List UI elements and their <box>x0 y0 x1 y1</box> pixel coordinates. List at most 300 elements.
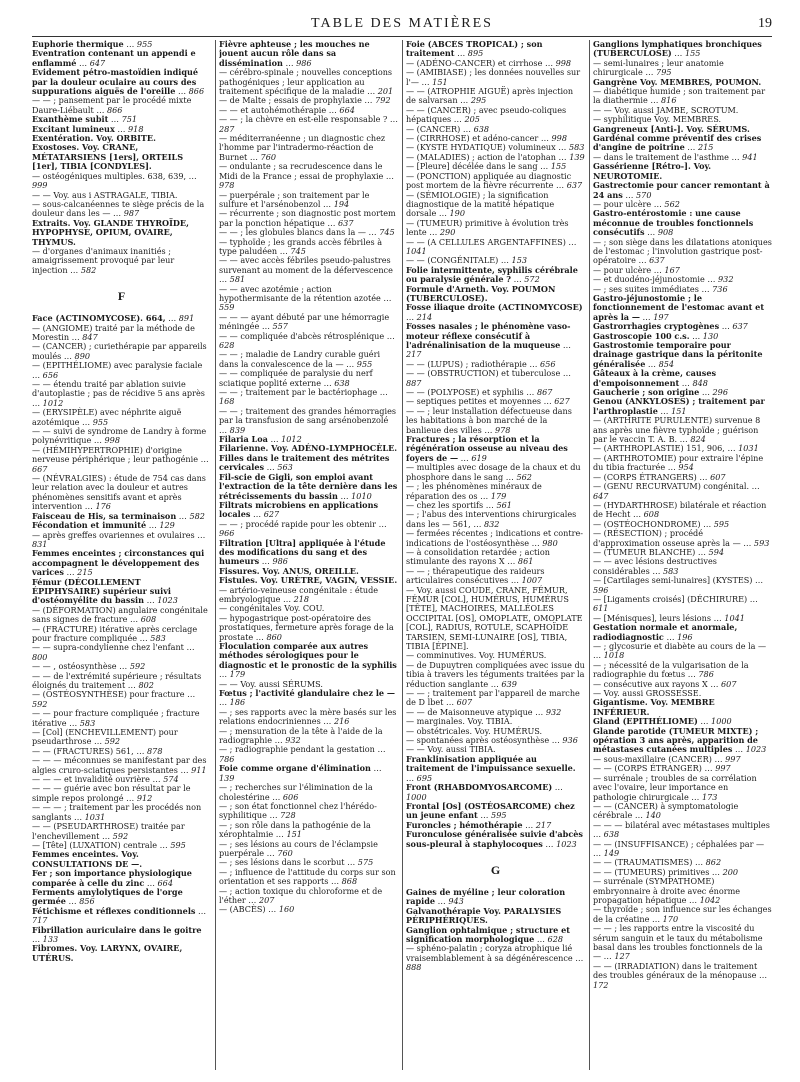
page-ref: 594 <box>708 546 724 557</box>
page-ref: 628 <box>547 933 563 944</box>
index-entry: — (ABCÈS) … 160 <box>219 904 295 915</box>
index-entry: — — (CONGÉNITALE) … 153 <box>406 255 527 266</box>
entry-text: — chez les sportifs <box>406 499 484 510</box>
page-ref: 745 <box>290 245 306 256</box>
entry-text: Gigantisme. Voy. MEMBRE INFÉRIEUR. <box>593 697 715 717</box>
index-entry: — [Pleure] décélée dans le sang … 155 <box>406 161 567 172</box>
entry-text: — ; ses rapports avec la mère basés sur les relations endocriniennes <box>219 706 397 727</box>
index-entry: — (OSTÉOSYNTHÈSE) pour fracture … 592 <box>32 689 196 709</box>
entry-text: — — (ATROPHIE AIGUË) après injection de salvarsan <box>406 86 574 106</box>
entry-text: — septiques petites et moyennes <box>406 396 542 407</box>
index-entry: — (CANCER) … 638 <box>406 123 490 134</box>
page-ref: 997 <box>715 763 731 774</box>
entry-text: Filtration [Ultra] appliquée à l'étude des modifications du sang et des humeurs <box>219 537 386 567</box>
page-title: TABLE DES MATIÈRES <box>311 16 493 31</box>
index-entry: Gastrostomie temporaire pour drainage gastrique dans la péritonite généralisée … 854 <box>593 340 763 369</box>
entry-text: — (NÉVRALGIES) : étude de 754 cas dans leur relation avec la douleur et autres phénomènes sensitifs avant et après intervention <box>32 473 206 512</box>
page-ref: 955 <box>92 416 109 427</box>
page-ref: 133 <box>42 933 59 944</box>
entry-text: — ; radiographie pendant la gestation <box>219 744 375 755</box>
index-entry: — — et autohémothérapie … 664 <box>219 104 355 115</box>
index-entry: — [Ligaments croisés] (DÉCHIRURE) … 611 <box>593 593 758 614</box>
entry-text: — obstétricales. Voy. HUMÉRUS. <box>406 725 543 736</box>
index-entry: Gastrorrhagies cryptogènes … 637 <box>593 321 748 332</box>
page-ref: 572 <box>524 274 540 285</box>
page-ref: 1000 <box>406 791 427 802</box>
index-entry: — — (CANCER) à symptomatologie cérébrale … 140 <box>593 800 739 821</box>
entry-text: — — ; les globules blancs dans la — <box>219 227 366 238</box>
index-entry: — — (INSUFFISANCE) ; céphalées par — … 149 <box>593 838 765 858</box>
entry-text: Exanthème subit <box>32 114 109 125</box>
entry-text: — typhoïde ; les grands accès fébriles à type paludéen <box>219 236 383 256</box>
entry-text: Gestation normale et anormale, radiodiagnostic <box>593 622 738 642</box>
page-ref: 854 <box>658 358 675 369</box>
entry-text: — — (CANCER) ; avec pseudo-coliques hépatiques <box>406 104 567 125</box>
page-ref: 606 <box>282 791 299 802</box>
entry-text: — (CANCER) <box>406 123 461 134</box>
index-entry: Excitant lumineux … 918 <box>32 123 144 134</box>
index-entry: — (HYDARTHROSE) bilatérale et réaction de Hecht … 608 <box>593 499 767 520</box>
entry-text: — (MALADIES) ; action de l'atophan <box>406 151 556 162</box>
index-entry: — — suivi de syndrome de Landry à forme polynévritique … 998 <box>32 426 207 446</box>
page-ref: 998 <box>104 435 120 446</box>
entry-text: — [Cartilages semi-lunaires] (KYSTES) <box>593 575 753 586</box>
index-entry: — ; ses suites immédiates … 736 <box>593 283 728 294</box>
index-column-1 <box>32 40 211 1070</box>
page-ref: 667 <box>32 463 48 474</box>
entry-text: Gland (EPITHÉLIOME) <box>593 716 698 727</box>
entry-text: Gassérienne [Rétro-]. Voy. NEUROTOMIE. <box>593 161 712 181</box>
index-entry: — — supra-condylienne chez l'enfant … 800 <box>32 642 195 662</box>
page-ref: 802 <box>138 680 154 690</box>
entry-text: Ganglion ophtalmique ; structure et signification morphologique <box>406 924 571 944</box>
entry-text: — (ABCÈS) <box>219 904 266 915</box>
page-ref: 986 <box>272 556 288 567</box>
entry-text: Front (RHABDOMYOSARCOME) <box>406 782 553 793</box>
entry-text: — sphéno-palatin ; coryza atrophique lié vraisemblablement à sa dégénérescence <box>406 943 573 963</box>
page-ref: 866 <box>107 104 123 115</box>
page-ref: 998 <box>551 133 567 144</box>
page-ref: 170 <box>662 913 679 924</box>
index-entry: — ; mensuration de la tête à l'aide de la radiographie … 932 <box>219 725 383 746</box>
page-ref: 592 <box>129 661 146 672</box>
entry-text: — (OSTÉOCHONDROME) <box>593 518 701 529</box>
page-ref: 736 <box>712 283 728 294</box>
index-entry: Fractures ; la résorption et la régénération osseuse au niveau des foyers de — … 619 <box>406 434 568 463</box>
entry-text: — Voy. aussi COUDE, CRANE, FÉMUR, FÉMUR [COL], HUMÉRUS, HUMÉRUS [TÊTE], MACHOIRES, MALLÉOLES OCCIPITAL [OS], OMOPLATE, OMOPLATE [COL], RADIUS, ROTULE, SCAPHOÏDE TARSIEN, SEMI-LUNAIRE [OS], TIBIA, TIBIA [ÉPINE]. <box>406 584 583 651</box>
index-entry: Euphorie thermique … 955 <box>32 40 153 49</box>
entry-text: — à consolidation retardée ; action stimulante des rayons X <box>406 546 550 567</box>
index-entry: — — (TRAUMATISMES) … 862 <box>593 857 722 868</box>
page-ref: 932 <box>285 735 301 746</box>
entry-text: — et duodéno-jéjunostomie <box>593 274 705 285</box>
index-entry: — — (FRACTURES) 561, … 878 <box>32 745 163 756</box>
entry-text: — (FRACTURE) itérative après cerclage pour fracture compliquée <box>32 623 198 643</box>
index-entry: — ; son état fonctionnel chez l'hérédo-syphilitique … 728 <box>219 800 377 821</box>
entry-text: — (KYSTE HYDATIQUE) volumineux <box>406 142 556 153</box>
page-ref: 215 <box>77 567 93 578</box>
index-entry: Face (ACTINOMYCOSE). 664, … 891 <box>32 313 195 324</box>
entry-text: — spontanées après ostéosynthèse <box>406 735 550 746</box>
index-entry: Filtrats microbiens en applications locales … 627 <box>219 499 379 520</box>
index-entry: — (EPITHÉLIOME) avec paralysie faciale … 656 <box>32 360 203 380</box>
entry-text: Gardénal comme préventif des crises d'angine de poitrine <box>593 133 762 153</box>
entry-text: — [Tête] (LUXATION) centrale <box>32 839 158 850</box>
index-entry: Gardénal comme préventif des crises d'angine de poitrine … 215 <box>593 133 762 153</box>
page-ref: 954 <box>678 462 694 473</box>
index-entry: — sous-maxillaire (CANCER) … 997 <box>593 753 741 764</box>
page-ref: 637 <box>566 180 583 191</box>
page-header <box>32 10 772 37</box>
entry-text: — — (OBSTRUCTION) et tuberculose <box>406 368 561 379</box>
page-ref: 153 <box>511 255 527 266</box>
index-entry: Fièvre aphteuse ; les mouches ne jouent aucun rôle dans sa dissémination … 986 <box>219 40 370 68</box>
index-entry: Front (RHABDOMYOSARCOME) … 1000 <box>406 782 563 802</box>
index-entry: Ganglion ophtalmique ; structure et signification morphologique … 628 <box>406 924 571 944</box>
index-entry: — — ; pansement par le procédé mixte Daure-Liébault … 866 <box>32 95 192 115</box>
entry-text: Fémur (DÉCOLLEMENT ÉPIPHYSAIRE) supérieur suivi d'ostéomyélite du bassin <box>32 576 172 606</box>
entry-text: — ; influence de l'attitude du corps sur son orientation et ses rapports <box>219 866 396 887</box>
entry-text: — (TUMEUR BLANCHE) <box>593 546 696 557</box>
page-ref: 987 <box>123 208 140 219</box>
entry-text: — (DÉFORMATION) angulaire congénitale sans signes de fracture <box>32 604 208 625</box>
page-ref: 197 <box>653 311 669 322</box>
index-entry: — (AMIBIASE) ; les données nouvelles sur l'— … 151 <box>406 67 581 87</box>
page-ref: 201 <box>377 86 394 97</box>
index-entry: — ; les phénomènes minéraux de réparation des os … 179 <box>406 481 542 501</box>
entry-text: — — — et invalidité ouvrière <box>32 774 150 785</box>
entry-text: — ; les phénomènes minéraux de réparation des os <box>406 481 542 501</box>
page-ref: 932 <box>545 706 562 717</box>
index-entry: — consécutive aux rayons X … 607 <box>593 678 737 689</box>
entry-text: — (GENU RECURVATUM) congénital. <box>593 481 750 492</box>
page-ref: 638 <box>473 123 490 134</box>
entry-text: Furonculose généralisée suivie d'abcès sous-pleural à staphylocoques <box>406 829 583 849</box>
entry-text: — — (PSEUDARTHROSE) traitée par l'enchevillement <box>32 821 185 841</box>
page-ref: 912 <box>136 792 153 803</box>
index-entry: Faisceau de His, sa terminaison … 582 <box>32 510 205 521</box>
entry-text: — méditerranéenne ; un diagnostic chez l'homme par l'intradermo-réaction de Burnet <box>219 133 386 162</box>
page-ref: 868 <box>341 876 358 887</box>
page-ref: 627 <box>554 396 570 407</box>
entry-text: — ; glycosurie et diabète au cours de la — <box>593 641 767 651</box>
page-ref: 127 <box>614 951 630 962</box>
index-entry: — — ; traitement des grandes hémorragies par la transfusion de sang arsénobenzolé … 839 <box>219 405 397 435</box>
index-entry: — (PONCTION) appliquée au diagnostic post mortem de la fièvre récurrente … 637 <box>406 170 583 191</box>
entry-text: Fécondation et immunité <box>32 520 147 531</box>
page-ref: 664 <box>157 877 173 888</box>
index-entry: Fil-scie de Gigli, son emploi avant l'extraction de la tête dernière dans les rétrécissements du bassin … 1010 <box>219 471 398 501</box>
index-column-3 <box>406 40 585 1070</box>
page-ref: 214 <box>416 311 433 322</box>
entry-text: — (ANGIOME) traité par la méthode de Morestin <box>32 322 195 342</box>
page-ref: 839 <box>229 424 246 435</box>
entry-text: — — — guérie avec bon résultat par le simple repos prolongé <box>32 783 191 803</box>
page-ref: 637 <box>649 255 665 266</box>
index-entry: — — (POLYPOSE) et syphilis … 867 <box>406 387 553 398</box>
index-entry: Gastroscopie 100 c.s. … 130 <box>593 330 719 341</box>
index-entry: — de Malte ; essais de prophylaxie … 792 <box>219 95 391 106</box>
page-ref: 795 <box>656 67 672 78</box>
entry-text: Galvanothérapie Voy. PARALYSIES PÉRIPHÉRIQUES. <box>406 905 562 926</box>
page-ref: 955 <box>136 40 153 49</box>
entry-text: — ; ses lésions dans le scorbut <box>219 857 345 868</box>
entry-text: Gangrène Voy. MEMBRES, POUMON. <box>593 76 762 87</box>
page-ref: 866 <box>188 86 205 97</box>
page-ref: 728 <box>280 810 296 821</box>
index-entry: Fœtus ; l'activité glandulaire chez le — … 186 <box>219 688 395 708</box>
page-ref: 1012 <box>281 434 302 445</box>
entry-text: Fosses nasales ; le phénomène vaso-moteur réflexe consécutif à l'adrénalinisation de la muqueuse <box>406 321 571 350</box>
page-ref: 848 <box>692 377 708 388</box>
entry-text: Fissures. Voy. ANUS, OREILLE. <box>219 565 359 576</box>
index-entry: — sous-calcanéennes te siège précis de la douleur dans les — … 987 <box>32 198 205 219</box>
entry-text: — — ; leur installation défectueuse dans les habitations à bon marché de la banlieue des villes <box>406 405 572 435</box>
index-entry: — thyroïde ; son influence sur les échanges de la créatine … 170 <box>593 904 772 924</box>
index-entry: — — (ATROPHIE AIGUË) après injection de salvarsan … 295 <box>406 86 574 106</box>
column-rule <box>402 40 403 1070</box>
index-entry: Fosse iliaque droite (ACTINOMYCOSE) … 214 <box>406 302 583 322</box>
index-entry: — — de l'extrémité supérieure ; résultats éloignés du traitement … 802 <box>32 670 202 690</box>
page-ref: 619 <box>471 452 487 463</box>
entry-text: — — ; pansement par le procédé mixte Daure-Liébault <box>32 95 192 115</box>
index-entry: — — (CORPS ÉTRANGER) … 997 <box>593 763 731 774</box>
page-ref: 867 <box>536 387 553 398</box>
entry-text: — — compliquée d'abcès rétrosplénique <box>219 330 385 341</box>
index-entry: — — , ostéosynthèse … 592 <box>32 661 146 672</box>
index-entry: — récurrente ; son diagnostic post mortem par la ponction hépatique … 637 <box>219 208 396 228</box>
index-entry: — [Col] (ENCHEVILLEMENT) pour pseudarthrose … 592 <box>32 727 178 747</box>
page-ref: 130 <box>702 330 719 341</box>
index-entry: — — ; leur installation défectueuse dans les habitations à bon marché de la banlieue des villes … 978 <box>406 405 572 435</box>
index-entry: — — ; maladie de Landry curable guéri dans la convalescence de la — … 955 <box>219 349 381 369</box>
entry-text: Gastrostomie temporaire pour drainage gastrique dans la péritonite généralisée <box>593 340 763 369</box>
entry-text: Gastrectomie pour cancer remontant à 24 ans <box>593 180 770 200</box>
index-entry: Glande parotide (TUMEUR MIXTE) ; opération 3 ans après, apparition de métastases cutanées multiples … 1023 <box>593 725 767 755</box>
page-ref: 1007 <box>521 575 543 586</box>
index-entry: Fécondation et immunité … 129 <box>32 520 175 531</box>
entry-text: — — — méconnues se manifestant par des algies cruro-sciatiques persistantes <box>32 755 207 775</box>
entry-text: Exostoses. Voy. CRANE, MÉTATARSIENS [1ers], ORTEILS [1er], TIBIA [CONDYLES]. <box>32 142 184 172</box>
page-ref: 607 <box>721 678 737 689</box>
page-ref: 559 <box>219 302 235 313</box>
index-entry <box>32 944 211 963</box>
index-entry: — — pour fracture compliquée ; fracture itérative … 583 <box>32 708 200 728</box>
entry-text: Furoncles ; hémothérapie <box>406 819 523 830</box>
index-entry: — (CORPS ÉTRANGERS) … 607 <box>593 471 726 482</box>
entry-text: — — ; les rapports entre la viscosité du sérum sanguin et le taux du métabolisme basal dans les troubles fonctionnels de la — <box>593 923 763 962</box>
entry-text: — semi-lunaires ; leur anatomie chirurgicale <box>593 57 724 78</box>
page-ref: 792 <box>375 95 391 106</box>
index-entry: — (DÉFORMATION) angulaire congénitale sans signes de fracture … 608 <box>32 604 208 625</box>
page-ref: 151 <box>286 829 302 840</box>
page-ref: 582 <box>80 264 97 275</box>
index-entry: Filtration [Ultra] appliquée à l'étude des modifications du sang et des humeurs … 986 <box>219 537 386 567</box>
index-entry: — [Ménisques], leurs lésions … 1041 <box>593 612 745 623</box>
page-ref: 986 <box>296 57 312 68</box>
page-ref: 664 <box>339 104 355 115</box>
index-entry: — ondulante ; sa recrudescence dans le Midi de la France ; essai de prophylaxie … 978 <box>219 161 395 191</box>
index-entry: — semi-lunaires ; leur anatomie chirurgicale … 795 <box>593 57 724 78</box>
page-ref: 647 <box>593 490 609 501</box>
page-ref: 627 <box>263 509 280 520</box>
entry-text: — diabétique humide ; son traitement par la diathermie <box>593 86 766 106</box>
entry-text: Fétichisme et réflexes conditionnels <box>32 905 196 916</box>
index-entry: — — (TUMEURS) primitives … 200 <box>593 866 739 877</box>
index-entry: — (OSTÉOCHONDROME) … 595 <box>593 518 730 529</box>
page-ref: 1018 <box>603 650 625 661</box>
entry-text: — (RÉSECTION) ; procédé d'approximation osseuse après la — <box>593 528 741 548</box>
page-ref: 656 <box>42 369 59 380</box>
page-ref: 287 <box>219 123 235 134</box>
index-entry: — hypogastrique post-opératoire des prostatiques, fermeture après forage de la prostate … 860 <box>219 612 394 642</box>
index-entry: — — (PSEUDARTHROSE) traitée par l'enchevillement … 592 <box>32 821 185 841</box>
page-ref: 139 <box>219 772 235 783</box>
entry-text: — — suivi de syndrome de Landry à forme polynévritique <box>32 426 207 446</box>
entry-text: Foie (ABCÈS TROPICAL) ; son traitement <box>406 40 543 59</box>
index-entry: — ; influence de l'attitude du corps sur son orientation et ses rapports … 868 <box>219 866 396 887</box>
entry-text: — thyroïde ; son influence sur les échanges de la créatine <box>593 904 772 924</box>
entry-text: — multiples avec dosage de la chaux et du phosphore dans le sang <box>406 462 581 482</box>
page-ref: 592 <box>32 698 48 709</box>
index-entry: — — ; thérapeutique des raideurs articulaires consécutives … 1007 <box>406 565 545 586</box>
page-ref: 290 <box>439 227 456 238</box>
entry-text: Floculation comparée aux autres méthodes sérologiques pour le diagnostic et le pronostic de la syphilis <box>219 641 397 670</box>
entry-text: Fosse iliaque droite (ACTINOMYCOSE) <box>406 302 583 313</box>
entry-text: — — (CONGÉNITALE) <box>406 255 499 266</box>
page-ref: 563 <box>277 462 293 473</box>
index-entry: — méditerranéenne ; un diagnostic chez l'homme par l'intradermo-réaction de Burnet … 760 <box>219 133 386 162</box>
page-ref: 205 <box>464 114 480 125</box>
page-ref: 637 <box>732 321 748 332</box>
entry-text: Genou (ANKYLOSES) ; traitement par l'arthroplastie <box>593 396 765 416</box>
index-entry: — — compliquée d'abcès rétrosplénique … 628 <box>219 330 395 350</box>
entry-text: — (SÉMIOLOGIE) ; la signification diagnostique de la matité hépatique dorsale <box>406 189 555 219</box>
page-ref: 140 <box>645 810 661 821</box>
entry-text: — — , ostéosynthèse <box>32 661 117 672</box>
entry-text: — (EPITHÉLIOME) avec paralysie faciale <box>32 360 203 371</box>
entry-text: — [Ménisques], leurs lésions <box>593 612 712 623</box>
entry-text: Fibrillation auriculaire dans le goitre <box>32 924 202 935</box>
entry-text: — — — ayant débuté par une hémorragie méningée <box>219 311 390 332</box>
index-entry: — ; son rôle dans la pathogénie de la xérophtalmie … 151 <box>219 819 371 840</box>
index-entry: — (ANGIOME) traité par la méthode de Morestin … 847 <box>32 322 195 342</box>
page-ref: 139 <box>569 151 585 162</box>
index-entry: — ; recherches sur l'élimination de la cholestérine … 606 <box>219 782 373 802</box>
entry-text: — ; son rôle dans la pathogénie de la xérophtalmie <box>219 819 371 840</box>
entry-text: — sous-calcanéennes te siège précis de la douleur dans les — <box>32 198 205 219</box>
page-ref: 562 <box>516 471 532 482</box>
page-ref: 186 <box>229 697 246 708</box>
page-ref: 786 <box>219 753 235 764</box>
page-ref: 918 <box>128 123 144 134</box>
page-ref: 595 <box>491 810 507 821</box>
entry-text: — d'organes d'animaux inanitiés ; amaigrissement provoqué par leur injection <box>32 245 175 275</box>
entry-text: — consécutive aux rayons X <box>593 678 708 689</box>
entry-text: — — supra-condylienne chez l'enfant <box>32 642 184 653</box>
index-column-2 <box>219 40 398 1070</box>
entry-text: Femmes enceintes. Voy. CONSULTATIONS DE —. <box>32 849 143 869</box>
index-entry: Gaines de myéline ; leur coloration rapide … 943 <box>406 886 566 907</box>
page-ref: 176 <box>95 501 111 512</box>
page-ref: 216 <box>333 716 350 727</box>
page-ref: 582 <box>189 510 205 521</box>
page-ref: 173 <box>701 791 718 802</box>
index-entry: Gastro-entérostomie : une cause méconnue de troubles fonctionnels consécutifs … 908 <box>593 208 754 238</box>
page-ref: 1023 <box>157 595 178 606</box>
index-entry: Fémur (DÉCOLLEMENT ÉPIPHYSAIRE) supérieur suivi d'ostéomyélite du bassin … 1023 <box>32 576 178 606</box>
page-ref: 155 <box>550 161 567 172</box>
entry-text: — ; ses suites immédiates <box>593 283 699 294</box>
page-ref: 891 <box>178 313 195 324</box>
index-entry: — multiples avec dosage de la chaux et du phosphore dans le sang … 562 <box>406 462 581 482</box>
entry-text: — — — bilatéral avec métastases multiples <box>593 819 770 830</box>
entry-text: — — (POLYPOSE) et syphilis <box>406 387 524 398</box>
entry-text: — syphilitique Voy. MEMBRES. <box>593 114 722 125</box>
entry-text: — congénitales Voy. COU. <box>219 603 325 614</box>
page-ref: 908 <box>657 227 674 238</box>
index-entry: — — — et invalidité ouvrière … 574 <box>32 774 179 785</box>
page-ref: 638 <box>334 377 350 388</box>
entry-text: — — ; procédé rapide pour les obtenir <box>219 518 377 529</box>
page-ref: 570 <box>636 189 652 200</box>
page-ref: 168 <box>219 396 235 407</box>
page-ref: 936 <box>562 735 578 746</box>
entry-text: — — de Maisonneuve atypique <box>406 706 533 717</box>
page-ref: 1031 <box>738 443 759 454</box>
index-entry <box>32 850 211 869</box>
page-ref: 639 <box>501 678 517 689</box>
entry-text: — — ; la chèvre en est-elle responsable ? <box>219 114 388 125</box>
index-entry: — (FRACTURE) itérative après cerclage pour fracture compliquée … 583 <box>32 623 198 643</box>
index-entry <box>593 698 772 717</box>
entry-text: — dans le traitement de l'asthme <box>593 151 729 162</box>
index-entry: Filaria Loa … 1012 <box>219 434 302 445</box>
page-ref: 760 <box>277 847 293 858</box>
entry-text: — ; action toxique du chloroforme et de l'éther <box>219 885 383 905</box>
entry-text: Femmes enceintes ; circonstances qui accompagnent le développement des varices <box>32 548 205 578</box>
page-ref: 638 <box>603 829 620 840</box>
entry-text: — — avec azotémie ; action hypothermisante de la rétention azotée <box>219 283 381 303</box>
entry-text: — (ARTHROTOMIE) pour extraire l'épine du tibia fracturée <box>593 452 764 473</box>
entry-text: Euphorie thermique <box>32 40 124 49</box>
entry-text: — (TUMEUR) primitive à évolution très lente <box>406 217 569 238</box>
page-ref: 151 <box>671 405 687 416</box>
page-ref: 218 <box>293 593 310 604</box>
index-entry: Gland (EPITHÉLIOME) … 1000 <box>593 716 732 727</box>
entry-text: — [Pleure] décélée dans le sang <box>406 161 538 172</box>
page-ref: 861 <box>517 556 534 567</box>
entry-text: Frontal [Os] (OSTÉOSARCOME) chez un jeune enfant <box>406 800 575 821</box>
entry-text: — — de l'extrémité supérieure ; résultats éloignés du traitement <box>32 670 202 690</box>
index-entry: — (CIRRHOSE) et adéno-cancer … 998 <box>406 133 567 144</box>
index-entry: — ; ses lésions dans le scorbut … 575 <box>219 857 374 868</box>
page-ref: 149 <box>603 847 620 858</box>
index-entry: — — (A CELLULES ARGENTAFFINES) … 1041 <box>406 236 577 256</box>
page-ref: 200 <box>722 866 739 877</box>
index-entry: — ; ses lésions au cours de l'éclampsie puerpérale … 760 <box>219 838 378 858</box>
entry-text: — — ; traitement par l'appareil de marche de D lbet <box>406 688 580 708</box>
index-entry: — chez les sportifs … 561 <box>406 499 512 510</box>
entry-text: — (PONCTION) appliquée au diagnostic post mortem de la fièvre récurrente <box>406 170 572 191</box>
entry-text: Foie comme organe d'élimination <box>219 763 371 774</box>
page-ref: 856 <box>79 896 95 907</box>
page-ref: 562 <box>664 198 680 209</box>
entry-text: — récurrente ; son diagnostic post mortem par la ponction hépatique <box>219 208 396 228</box>
index-entry: — ; radiographie pendant la gestation … 786 <box>219 744 386 764</box>
page-number: 19 <box>758 16 772 31</box>
entry-text: Ganglions lymphatiques bronchiques (TUBERCULOSE) <box>593 40 762 59</box>
